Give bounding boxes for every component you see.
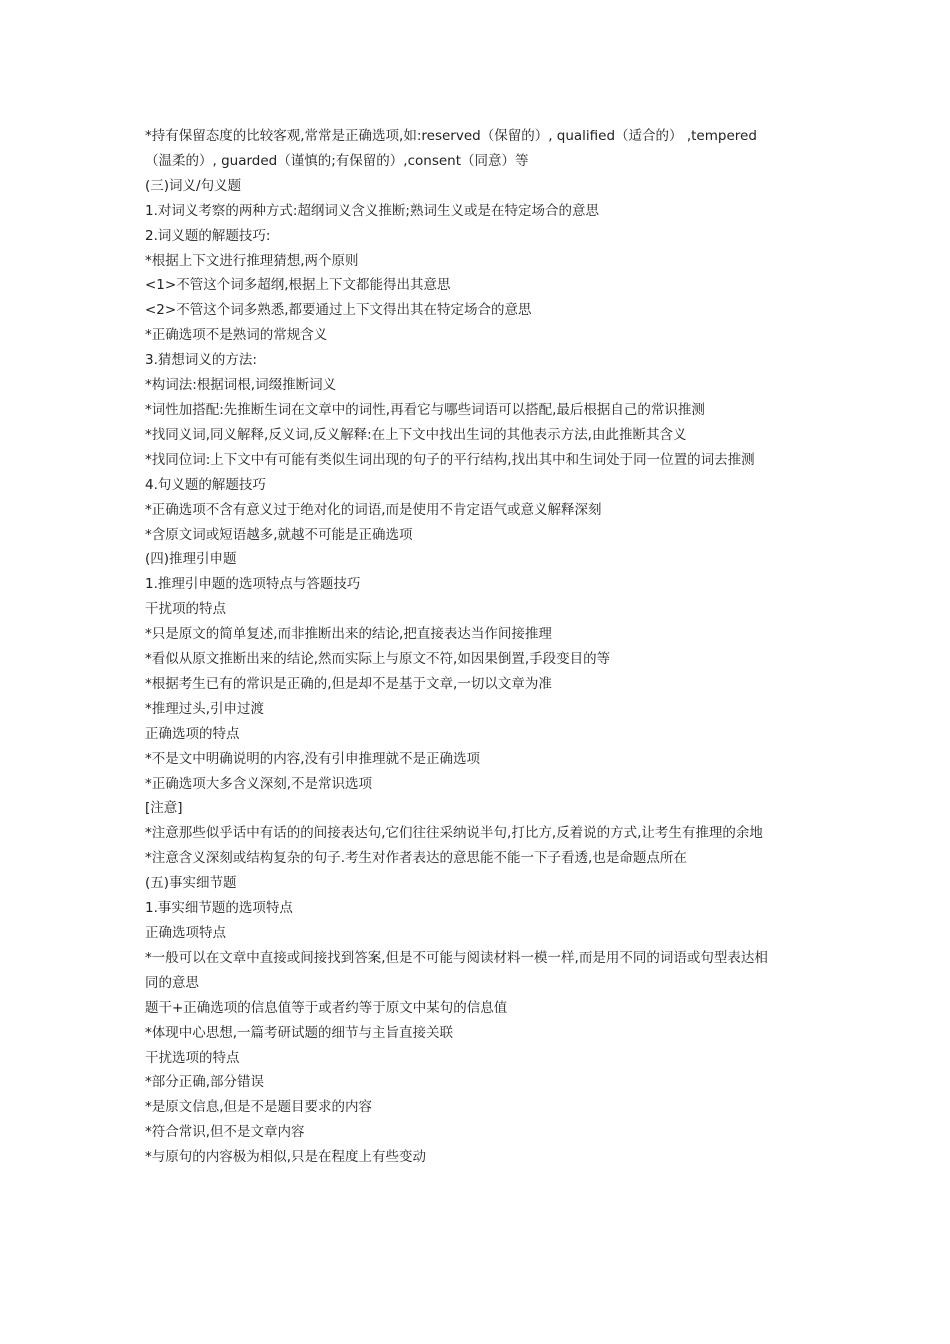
- text-line: *只是原文的简单复述,而非推断出来的结论,把直接表达当作间接推理: [145, 626, 552, 643]
- text-line: *根据考生已有的常识是正确的,但是却不是基于文章,一切以文章为准: [145, 675, 552, 692]
- section-heading: (四)推理引申题: [145, 551, 237, 568]
- text-line: 1.推理引申题的选项特点与答题技巧: [145, 576, 361, 593]
- text-line: [注意]: [145, 800, 183, 817]
- text-line: 干扰项的特点: [145, 601, 226, 618]
- text-line: *持有保留态度的比较客观,常常是正确选项,如:reserved（保留的）, qualified（适合的） ,tempered: [145, 128, 757, 144]
- text-line: *找同位词:上下文中有可能有类似生词出现的句子的平行结构,找出其中和生词处于同一位置的词去推测: [145, 451, 755, 468]
- text-line: *正确选项大多含义深刻,不是常识选项: [145, 775, 373, 792]
- text-line: *看似从原文推断出来的结论,然而实际上与原文不符,如因果倒置,手段变目的等: [145, 651, 611, 668]
- text-line: 同的意思: [145, 974, 199, 991]
- text-line: 干扰选项的特点: [145, 1049, 240, 1066]
- text-line: 4.句义题的解题技巧: [145, 476, 266, 493]
- text-line: *推理过头,引申过渡: [145, 700, 265, 717]
- text-line: 正确选项特点: [145, 925, 226, 941]
- document-body: [145, 124, 810, 1170]
- section-heading: (五)事实细节题: [145, 875, 237, 892]
- text-line: *注意那些似乎话中有话的的间接表达句,它们往往采纳说半句,打比方,反着说的方式,让考生有推理的余地: [145, 825, 763, 842]
- text-line: *词性加搭配:先推断生词在文章中的词性,再看它与哪些词语可以搭配,最后根据自己的常识推测: [145, 401, 705, 418]
- text-line: *符合常识,但不是文章内容: [145, 1124, 305, 1141]
- text-line: 1.事实细节题的选项特点: [145, 900, 293, 917]
- text-line: *根据上下文进行推理猜想,两个原则: [145, 252, 359, 269]
- section-heading: (三)词义/句义题: [145, 177, 242, 194]
- text-line: *是原文信息,但是不是题目要求的内容: [145, 1099, 373, 1116]
- text-line: *部分正确,部分错误: [145, 1074, 265, 1091]
- text-line: 题干+正确选项的信息值等于或者约等于原文中某句的信息值: [145, 999, 508, 1016]
- text-line: *不是文中明确说明的内容,没有引申推理就不是正确选项: [145, 750, 481, 767]
- text-line: 3.猜想词义的方法:: [145, 352, 257, 369]
- text-line: （温柔的）, guarded（谨慎的;有保留的）,consent（同意）等: [145, 152, 529, 169]
- text-line: *正确选项不是熟词的常规含义: [145, 327, 328, 344]
- text-line: 1.对词义考察的两种方式:超纲词义含义推断;熟词生义或是在特定场合的意思: [145, 202, 599, 219]
- text-line: 正确选项的特点: [145, 725, 240, 742]
- text-line: <1>不管这个词多超纲,根据上下文都能得出其意思: [145, 277, 451, 294]
- text-line: *找同义词,同义解释,反义词,反义解释:在上下文中找出生词的其他表示方法,由此推断其含义: [145, 426, 687, 443]
- text-line: *构词法:根据词根,词缀推断词义: [145, 377, 337, 394]
- text-line: <2>不管这个词多熟悉,都要通过上下文得出其在特定场合的意思: [145, 302, 532, 319]
- text-line: *正确选项不含有意义过于绝对化的词语,而是使用不肯定语气或意义解释深刻: [145, 501, 602, 518]
- text-line: *含原文词或短语越多,就越不可能是正确选项: [145, 526, 413, 543]
- text-line: *一般可以在文章中直接或间接找到答案,但是不可能与阅读材料一模一样,而是用不同的词语或句型表达相: [145, 949, 768, 966]
- text-line: 2.词义题的解题技巧:: [145, 227, 271, 244]
- text-line: *注意含义深刻或结构复杂的句子.考生对作者表达的意思能不能一下子看透,也是命题点所在: [145, 850, 687, 867]
- text-line: *体现中心思想,一篇考研试题的细节与主旨直接关联: [145, 1024, 454, 1041]
- text-line: *与原句的内容极为相似,只是在程度上有些变动: [145, 1149, 427, 1166]
